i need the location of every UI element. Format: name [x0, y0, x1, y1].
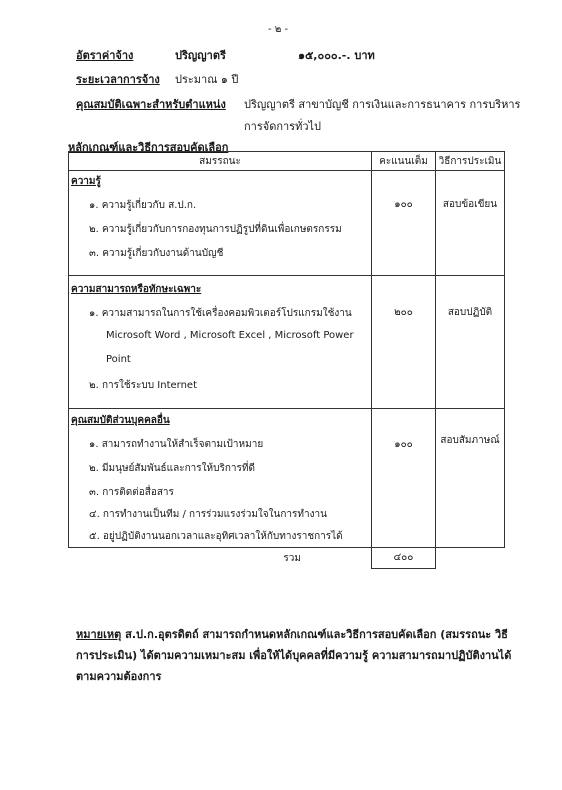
total-value: ๔๐๐ — [372, 548, 436, 569]
score-cell — [372, 276, 436, 409]
list-item: ๕. อยู่ปฏิบัติงานนอกเวลาและอุทิศเวลาให้กับทางราชการได้ — [89, 531, 343, 542]
score-value: ๑๐๐ — [394, 439, 413, 450]
score-value: ๒๐๐ — [394, 307, 413, 318]
list-item: Point — [106, 354, 131, 365]
method-value: สอบสัมภาษณ์ — [440, 435, 500, 446]
method-cell — [436, 409, 505, 548]
note-text: ส.ป.ก.อุตรดิตถ์ สามารถกำหนดหลักเกณฑ์และวิธีการสอบคัดเลือก (สมรรถนะ วิธีการประเมิน) ได้ตามความเหมาะสม เพื่อให้ได้บุคคลที่มีความรู้ ความสามารถมาปฏิบัติงานได้ตามความต้องการ — [76, 628, 512, 683]
list-item: ๔. การทำงานเป็นทีม / การร่วมแรงร่วมใจในการทำงาน — [89, 509, 327, 520]
criteria-table — [68, 151, 505, 569]
list-item: ๒. การใช้ระบบ Internet — [89, 380, 197, 391]
list-item: ๒. ความรู้เกี่ยวกับการกองทุนการปฏิรูปที่ดินเพื่อเกษตรกรรม — [89, 224, 342, 235]
list-item: ๒. มีมนุษย์สัมพันธ์และการให้บริการที่ดี — [89, 463, 255, 474]
duration-label: ระยะเวลาการจ้าง — [76, 73, 160, 86]
table-row — [69, 409, 505, 548]
method-cell — [436, 171, 505, 276]
header-method: วิธีการประเมิน — [436, 152, 505, 171]
list-item: ๓. ความรู้เกี่ยวกับงานด้านบัญชี — [89, 248, 224, 259]
qualification-line-2: การจัดการทั่วไป — [244, 120, 322, 133]
qualification-line-1: ปริญญาตรี สาขาบัญชี การเงินและการธนาคาร การบริหาร — [244, 98, 521, 111]
table-header-row — [69, 152, 505, 171]
list-item: ๑. ความสามารถในการใช้เครื่องคอมพิวเตอร์โปรแกรมใช้งาน — [89, 308, 352, 319]
competency-cell — [69, 276, 372, 409]
salary-amount: ๑๕,๐๐๐.-. บาท — [298, 49, 375, 62]
header-full-score: คะแนนเต็ม — [372, 152, 436, 171]
method-cell — [436, 276, 505, 409]
score-cell — [372, 171, 436, 276]
method-value: สอบข้อเขียน — [442, 199, 498, 210]
section-title: หลักเกณฑ์และวิธีการสอบคัดเลือก — [68, 141, 229, 154]
competency-cell — [69, 171, 372, 276]
total-label: รวม — [283, 552, 301, 564]
list-item: ๑. สามารถทำงานให้สำเร็จตามเป้าหมาย — [89, 439, 264, 450]
header-competency: สมรรถนะ — [69, 152, 372, 171]
list-item: ๓. การติดต่อสื่อสาร — [89, 487, 174, 498]
qualification-label: คุณสมบัติเฉพาะสำหรับตำแหน่ง — [76, 98, 226, 111]
score-value: ๑๐๐ — [394, 199, 413, 210]
total-row — [69, 548, 505, 569]
group-title: ความรู้ — [71, 176, 101, 187]
salary-degree: ปริญญาตรี — [175, 49, 226, 62]
list-item: ๑. ความรู้เกี่ยวกับ ส.ป.ก. — [89, 200, 197, 211]
score-cell — [372, 409, 436, 548]
table-row — [69, 276, 505, 409]
method-value: สอบปฏิบัติ — [447, 307, 493, 318]
group-title: คุณสมบัติส่วนบุคคลอื่น — [71, 415, 170, 426]
note-label: หมายเหตุ — [76, 628, 122, 641]
duration-value: ประมาณ ๑ ปี — [175, 73, 239, 86]
note-paragraph — [76, 624, 516, 687]
table-row — [69, 171, 505, 276]
list-item: Microsoft Word , Microsoft Excel , Microsoft Power — [106, 330, 354, 341]
page-number: - ๒ - — [268, 24, 289, 35]
group-title: ความสามารถหรือทักษะเฉพาะ — [71, 284, 202, 295]
competency-cell — [69, 409, 372, 548]
salary-label: อัตราค่าจ้าง — [76, 49, 134, 62]
